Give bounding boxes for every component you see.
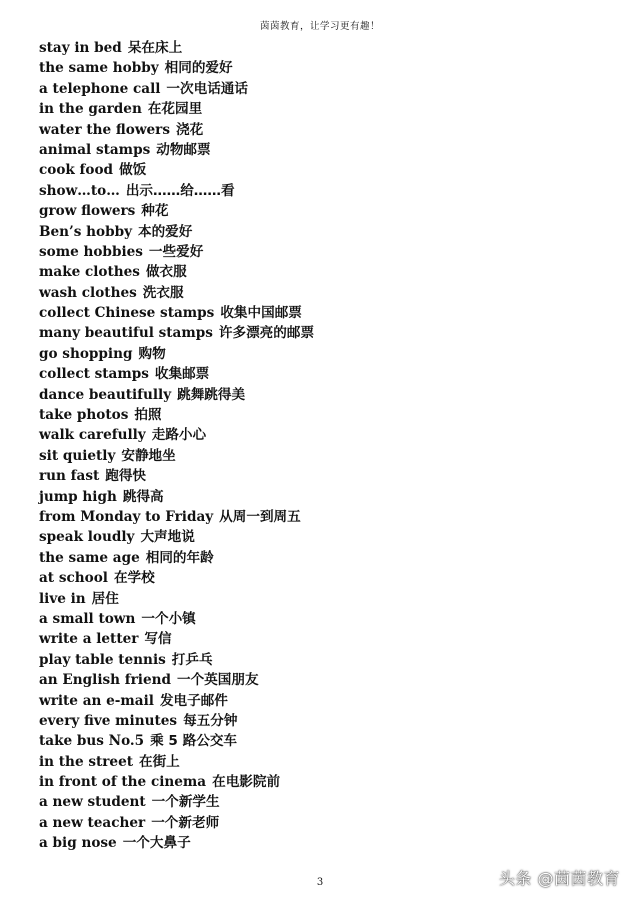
phrase-row: [39, 772, 599, 792]
phrase-english: go shopping: [39, 345, 133, 362]
phrase-chinese: 做衣服: [145, 264, 187, 281]
phrase-row: [39, 364, 599, 384]
phrase-row: [39, 385, 599, 405]
phrase-english: walk carefully: [39, 427, 146, 444]
phrase-chinese: 相同的年龄: [145, 549, 214, 566]
phrase-row: [39, 99, 599, 119]
phrase-chinese: 乘 5 路公交车: [150, 733, 238, 750]
phrase-chinese: 一个小镇: [141, 610, 196, 627]
phrase-chinese: 做饭: [119, 162, 147, 179]
phrase-chinese: 一个新学生: [151, 794, 220, 811]
phrase-chinese: 每五分钟: [183, 712, 238, 729]
phrase-row: [39, 833, 599, 853]
phrase-english: stay in bed: [39, 40, 122, 56]
phrase-english: live in: [39, 590, 86, 607]
phrase-english: Ben’s hobby: [39, 223, 132, 240]
page-header: 茵茵教育，让学习更有趣！: [259, 21, 380, 32]
phrase-chinese: 收集邮票: [154, 366, 210, 383]
phrase-english: cook food: [39, 162, 114, 179]
phrase-row: [39, 181, 599, 201]
phrase-chinese: 洗衣服: [142, 284, 184, 301]
phrase-chinese: 一个大鼻子: [122, 835, 191, 852]
phrase-chinese: 一个英国朋友: [176, 672, 259, 689]
phrase-chinese: 在电影院前: [212, 774, 281, 791]
phrase-row: [39, 201, 599, 221]
phrase-chinese: 浇花: [176, 121, 204, 138]
phrase-row: [39, 752, 599, 772]
phrase-chinese: 从周一到周五: [219, 508, 301, 525]
phrase-chinese: 安静地坐: [121, 447, 176, 464]
phrase-english: the same age: [39, 549, 140, 566]
phrase-row: [39, 813, 599, 833]
phrase-list: [39, 38, 599, 854]
phrase-english: at school: [39, 570, 108, 587]
phrase-english: take bus No.5: [39, 733, 145, 750]
phrase-english: sit quietly: [39, 447, 116, 464]
phrase-row: [39, 120, 599, 140]
phrase-english: show…to…: [39, 182, 120, 199]
phrase-row: [39, 792, 599, 812]
phrase-row: [39, 140, 599, 160]
phrase-row: [39, 568, 599, 588]
phrase-english: a big nose: [39, 835, 117, 852]
phrase-chinese: 居住: [91, 590, 119, 607]
phrase-chinese: 一次电话通话: [166, 80, 248, 97]
phrase-chinese: 走路小心: [151, 427, 207, 444]
phrase-english: water the flowers: [39, 121, 170, 138]
phrase-chinese: 一些爱好: [148, 243, 204, 260]
phrase-english: from Monday to Friday: [39, 508, 214, 525]
phrase-row: [39, 405, 599, 425]
phrase-row: [39, 466, 599, 486]
phrase-chinese: 发电子邮件: [159, 692, 228, 709]
phrase-english: wash clothes: [39, 284, 137, 301]
phrase-chinese: 跑得快: [105, 468, 147, 485]
phrase-chinese: 在学校: [113, 570, 155, 587]
phrase-english: an English friend: [39, 672, 171, 689]
phrase-chinese: 动物邮票: [156, 141, 211, 158]
phrase-chinese: 购物: [138, 345, 166, 362]
phrase-row: [39, 242, 599, 262]
phrase-row: [39, 711, 599, 731]
phrase-english: in front of the cinema: [39, 774, 207, 791]
phrase-row: [39, 731, 599, 751]
phrase-row: [39, 38, 599, 58]
phrase-row: [39, 629, 599, 649]
phrase-english: every five minutes: [39, 712, 178, 729]
phrase-row: [39, 262, 599, 282]
phrase-chinese: 本的爱好: [138, 223, 193, 240]
phrase-english: make clothes: [39, 264, 140, 281]
phrase-row: [39, 446, 599, 466]
phrase-row: [39, 609, 599, 629]
phrase-english: speak loudly: [39, 529, 135, 546]
phrase-english: collect stamps: [39, 366, 149, 383]
phrase-chinese: 收集中国邮票: [220, 305, 302, 322]
phrase-english: a new teacher: [39, 814, 146, 831]
phrase-chinese: 大声地说: [140, 529, 195, 546]
phrase-row: [39, 670, 599, 690]
phrase-chinese: 在花园里: [147, 101, 203, 118]
phrase-row: [39, 160, 599, 180]
phrase-row: [39, 527, 599, 547]
page-number: 3: [316, 877, 324, 888]
phrase-english: a small town: [39, 610, 136, 627]
phrase-chinese: 写信: [144, 631, 172, 648]
phrase-row: [39, 589, 599, 609]
phrase-english: jump high: [39, 488, 117, 505]
phrase-chinese: 许多漂亮的邮票: [218, 325, 315, 342]
phrase-row: [39, 548, 599, 568]
phrase-row: [39, 58, 599, 78]
phrase-chinese: 相同的爱好: [164, 60, 233, 77]
phrase-english: collect Chinese stamps: [39, 305, 215, 322]
phrase-row: [39, 344, 599, 364]
phrase-chinese: 跳舞跳得美: [177, 386, 246, 403]
phrase-row: [39, 79, 599, 99]
phrase-english: a telephone call: [39, 80, 161, 97]
phrase-chinese: 呆在床上: [127, 40, 183, 56]
phrase-english: grow flowers: [39, 203, 136, 220]
phrase-chinese: 打乒乓: [171, 651, 213, 668]
phrase-row: [39, 507, 599, 527]
phrase-english: write an e-mail: [39, 692, 154, 709]
phrase-english: run fast: [39, 468, 100, 485]
phrase-chinese: 种花: [141, 203, 169, 220]
phrase-english: dance beautifully: [39, 386, 172, 403]
phrase-english: many beautiful stamps: [39, 325, 213, 342]
watermark: 头条 @茵茵教育: [498, 869, 620, 888]
phrase-english: write a letter: [39, 631, 139, 648]
phrase-row: [39, 425, 599, 445]
phrase-row: [39, 487, 599, 507]
phrase-row: [39, 691, 599, 711]
phrase-english: play table tennis: [39, 651, 166, 668]
phrase-english: in the garden: [39, 101, 142, 118]
phrase-row: [39, 222, 599, 242]
phrase-row: [39, 650, 599, 670]
phrase-english: in the street: [39, 753, 133, 770]
phrase-english: the same hobby: [39, 60, 159, 77]
phrase-english: a new student: [39, 794, 146, 811]
phrase-chinese: 跳得高: [122, 488, 164, 505]
phrase-row: [39, 283, 599, 303]
phrase-english: take photos: [39, 407, 129, 424]
phrase-english: some hobbies: [39, 243, 143, 260]
phrase-chinese: 在街上: [139, 753, 180, 770]
phrase-chinese: 出示……给……看: [125, 182, 235, 199]
phrase-row: [39, 323, 599, 343]
phrase-english: animal stamps: [39, 141, 151, 158]
phrase-chinese: 一个新老师: [151, 814, 220, 831]
phrase-chinese: 拍照: [134, 407, 162, 424]
phrase-row: [39, 303, 599, 323]
